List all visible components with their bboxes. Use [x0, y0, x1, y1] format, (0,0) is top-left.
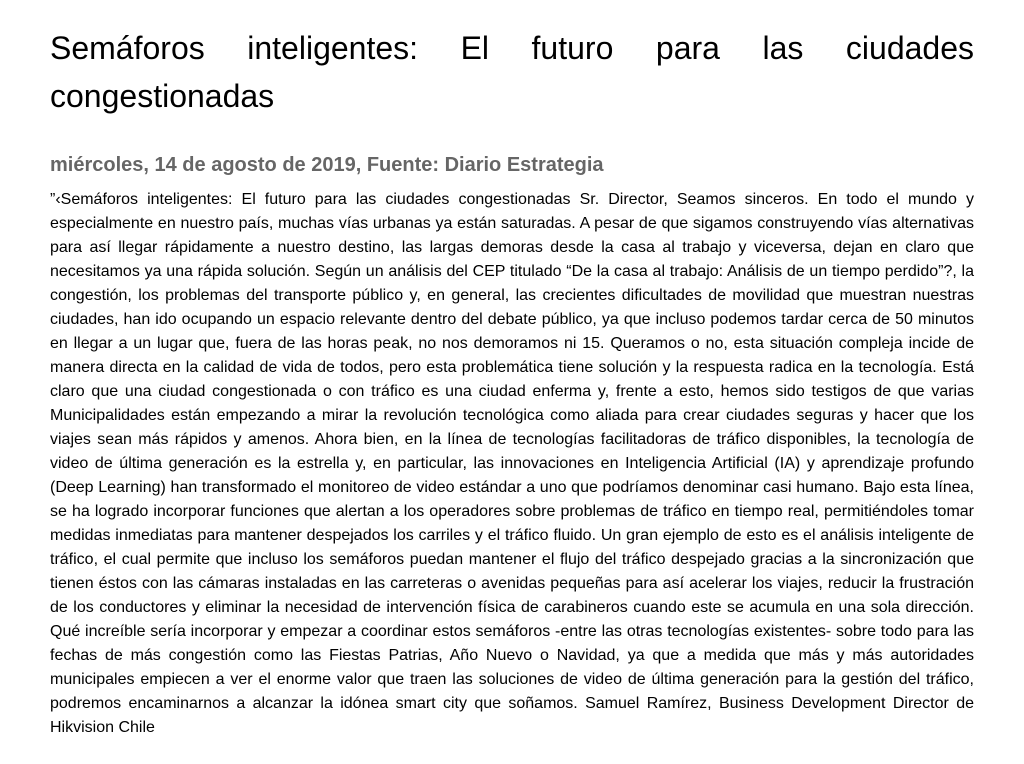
- article-date-source: miércoles, 14 de agosto de 2019, Fuente: Diario Estrategia: [50, 154, 604, 176]
- article-body: ”‹Semáforos inteligentes: El futuro para las ciudades congestionadas Sr. Director, Seamos sinceros. En todo el mundo y especialmente en nuestro país, muchas vías urbanas ya están saturadas. A pesar de que sigamos construyendo vías alternativas para así llegar rápidamente a nuestro destino, las largas demoras desde la casa al trabajo y viceversa, dejan en claro que necesitamos ya una rápida solución. Según un análisis del CEP titulado “De la casa al trabajo: Análisis de un tiempo perdido”?, la congestión, los problemas del transporte público y, en general, las crecientes dificultades de movilidad que muestran nuestras ciudades, han ido ocupando un espacio relevante dentro del debate público, ya que incluso podemos tardar cerca de 50 minutos en llegar a un lugar que, fuera de las horas peak, no nos demoramos ni 15. Queramos o no, esta situación compleja incide de manera directa en la calidad de vida de todos, pero esta problemática tiene solución y la respuesta radica en la tecnología. Está claro que una ciudad congestionada o con tráfico es una ciudad enferma y, frente a esto, hemos sido testigos de que varias Municipalidades están empezando a mirar la revolución tecnológica como aliada para crear ciudades seguras y hacer que los viajes sean más rápidos y amenos. Ahora bien, en la línea de tecnologías facilitadoras de tráfico disponibles, la tecnología de video de última generación es la estrella y, en particular, las innovaciones en Inteligencia Artificial (IA) y aprendizaje profundo (Deep Learning) han transformado el monitoreo de video estándar a uno que podríamos denominar casi humano. Bajo esta línea, se ha logrado incorporar funciones que alertan a los operadores sobre problemas de tráfico en tiempo real, permitiéndoles tomar medidas inmediatas para mantener despejados los carriles y el tráfico fluido. Un gran ejemplo de esto es el análisis inteligente de tráfico, el cual permite que incluso los semáforos puedan mantener el flujo del tráfico despejado gracias a la sincronización que tienen éstos con las cámaras instaladas en las carreteras o avenidas pequeñas para así acelerar los viajes, reducir la frustración de los conductores y eliminar la necesidad de intervención física de carabineros cuando este se acumula en una sola dirección. Qué increíble sería incorporar y empezar a coordinar estos semáforos -entre las otras tecnologías existentes- sobre todo para las fechas de más congestión como las Fiestas Patrias, Año Nuevo o Navidad, ya que a medida que más y más autoridades municipales empiecen a ver el enorme valor que traen las soluciones de video de última generación para la gestión del tráfico, podremos encaminarnos a alcanzar la idónea smart city que soñamos. Samuel Ramírez, Business Development Director de Hikvision Chile: [50, 191, 974, 736]
- article-title: Semáforos inteligentes: El futuro para las ciudades congestionadas: [50, 30, 974, 114]
